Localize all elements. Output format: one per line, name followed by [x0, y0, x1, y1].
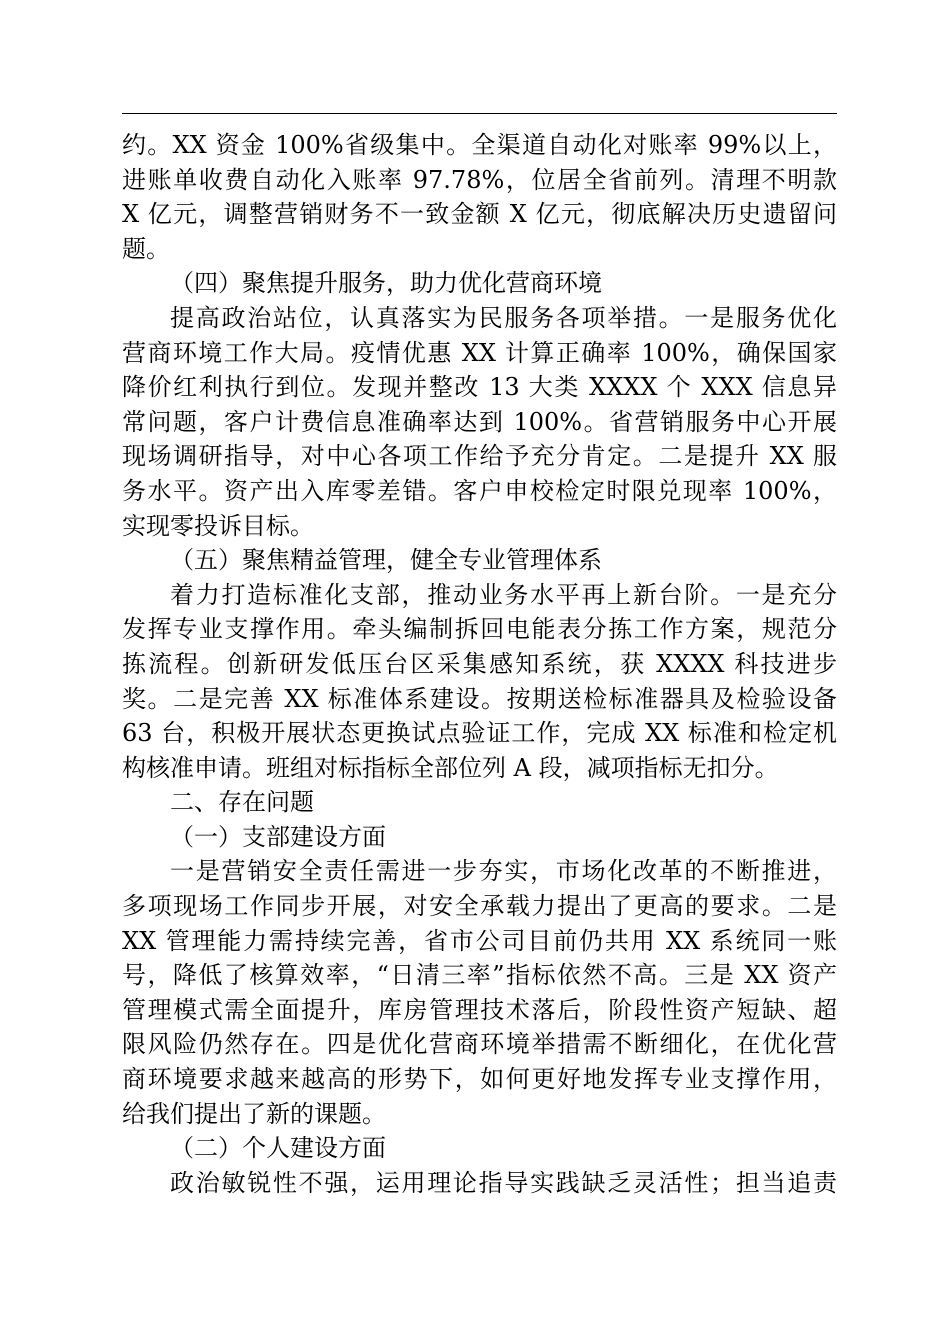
text-line: 降价红利执行到位。发现并整改 13 大类 XXXX 个 XXX 信息异: [122, 373, 837, 402]
section-heading: （五）聚焦精益管理，健全专业管理体系: [170, 546, 602, 575]
text-line: 拣流程。创新研发低压台区采集感知系统，获 XXXX 科技进步: [122, 649, 837, 678]
document-body: [122, 128, 837, 1200]
section-heading: （四）聚焦提升服务，助力优化营商环境: [170, 269, 602, 298]
text-line: X 亿元，调整营销财务不一致金额 X 亿元，彻底解决历史遗留问: [122, 200, 837, 229]
text-line: 约。XX 资金 100%省级集中。全渠道自动化对账率 99%以上，: [122, 131, 837, 159]
text-line: XX 管理能力需持续完善，省市公司目前仍共用 XX 系统同一账: [122, 926, 837, 955]
text-line: 限风险仍然存在。四是优化营商环境举措需不断细化，在优化营: [122, 1030, 837, 1059]
text-line: 政治敏锐性不强，运用理论指导实践缺乏灵活性；担当追责: [170, 1168, 837, 1197]
text-line: 一是营销安全责任需进一步夯实，市场化改革的不断推进，: [170, 857, 837, 886]
text-line: 营商环境工作大局。疫情优惠 XX 计算正确率 100%，确保国家: [122, 338, 837, 367]
chapter-heading: 二、存在问题: [170, 788, 314, 817]
text-line: 63 台，积极开展状态更换试点验证工作，完成 XX 标准和检定机: [122, 719, 837, 748]
text-line: 给我们提出了新的课题。: [122, 1099, 386, 1128]
text-line: 提高政治站位，认真落实为民服务各项举措。一是服务优化: [170, 303, 837, 332]
text-line: 着力打造标准化支部，推动业务水平再上新台阶。一是充分: [170, 580, 837, 609]
section-heading: （一）支部建设方面: [170, 822, 386, 851]
text-line: 号，降低了核算效率，“日清三率”指标依然不高。三是 XX 资产: [122, 961, 837, 990]
text-line: 多项现场工作同步开展，对安全承载力提出了更高的要求。二是: [122, 892, 837, 921]
text-line: 务水平。资产出入库零差错。客户申校检定时限兑现率 100%，: [122, 476, 837, 505]
section-heading: （二）个人建设方面: [170, 1134, 386, 1163]
header-rule: [122, 113, 837, 114]
text-line: 构核准申请。班组对标指标全部位列 A 段，减项指标无扣分。: [122, 753, 779, 782]
text-line: 实现零投诉目标。: [122, 511, 314, 540]
text-line: 发挥专业支撑作用。牵头编制拆回电能表分拣工作方案，规范分: [122, 615, 837, 644]
text-line: 进账单收费自动化入账率 97.78%，位居全省前列。清理不明款: [122, 165, 837, 194]
text-line: 题。: [122, 234, 170, 263]
text-line: 商环境要求越来越高的形势下，如何更好地发挥专业支撑作用，: [122, 1065, 837, 1094]
text-line: 管理模式需全面提升，库房管理技术落后，阶段性资产短缺、超: [122, 995, 837, 1024]
text-line: 现场调研指导，对中心各项工作给予充分肯定。二是提升 XX 服: [122, 442, 837, 471]
text-line: 常问题，客户计费信息准确率达到 100%。省营销服务中心开展: [122, 407, 837, 436]
text-line: 奖。二是完善 XX 标准体系建设。按期送检标准器具及检验设备: [122, 684, 837, 713]
